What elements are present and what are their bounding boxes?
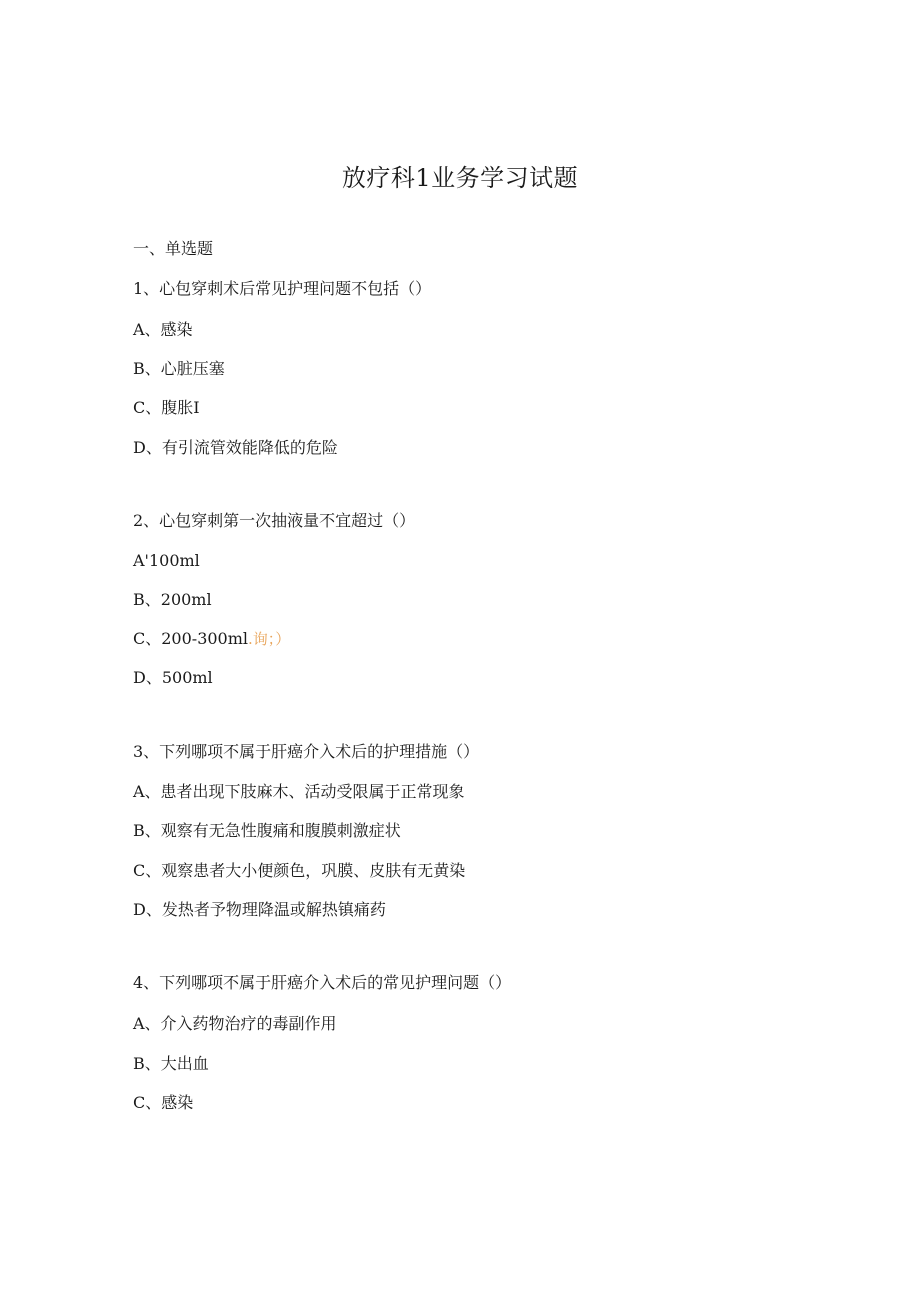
document-title: 放疗科1业务学习试题	[341, 164, 579, 192]
question-3-option-a: A、患者出现下肢麻木、活动受限属于正常现象	[133, 782, 465, 801]
question-2-option-b: B、200ml	[133, 590, 212, 609]
question-2-stem: 2、心包穿刺第一次抽液量不宜超过（）	[133, 511, 416, 530]
question-1-stem: 1、心包穿刺术后常见护理问题不包括（）	[133, 279, 432, 298]
question-3-option-b: B、观察有无急性腹痛和腹膜刺激症状	[133, 821, 401, 840]
question-4-option-c: C、感染	[133, 1093, 194, 1112]
question-2-option-c-row	[133, 628, 290, 650]
question-1-option-a: A、感染	[133, 320, 193, 339]
question-3-option-d: D、发热者予物理降温或解热镇痛药	[133, 900, 386, 919]
question-2-margin-note: .询；）	[248, 630, 291, 648]
question-1-option-d: D、有引流管效能降低的危险	[133, 438, 338, 457]
question-3-option-c: C、观察患者大小便颜色，巩膜、皮肤有无黄染	[133, 861, 466, 880]
section-heading: 一、单选题	[133, 239, 214, 258]
question-2-option-d: D、500ml	[133, 668, 213, 687]
question-4-stem: 4、下列哪项不属于肝癌介入术后的常见护理问题（）	[133, 973, 512, 992]
question-1-option-c: C、腹胀I	[133, 398, 200, 417]
question-1-option-b: B、心脏压塞	[133, 359, 225, 378]
question-3-stem: 3、下列哪项不属于肝癌介入术后的护理措施（）	[133, 742, 480, 761]
question-2-option-a: A'100ml	[133, 551, 200, 570]
question-4-option-a: A、介入药物治疗的毒副作用	[133, 1014, 337, 1033]
question-2-option-c: C、200-300ml	[133, 629, 249, 648]
question-4-option-b: B、大出血	[133, 1054, 209, 1073]
